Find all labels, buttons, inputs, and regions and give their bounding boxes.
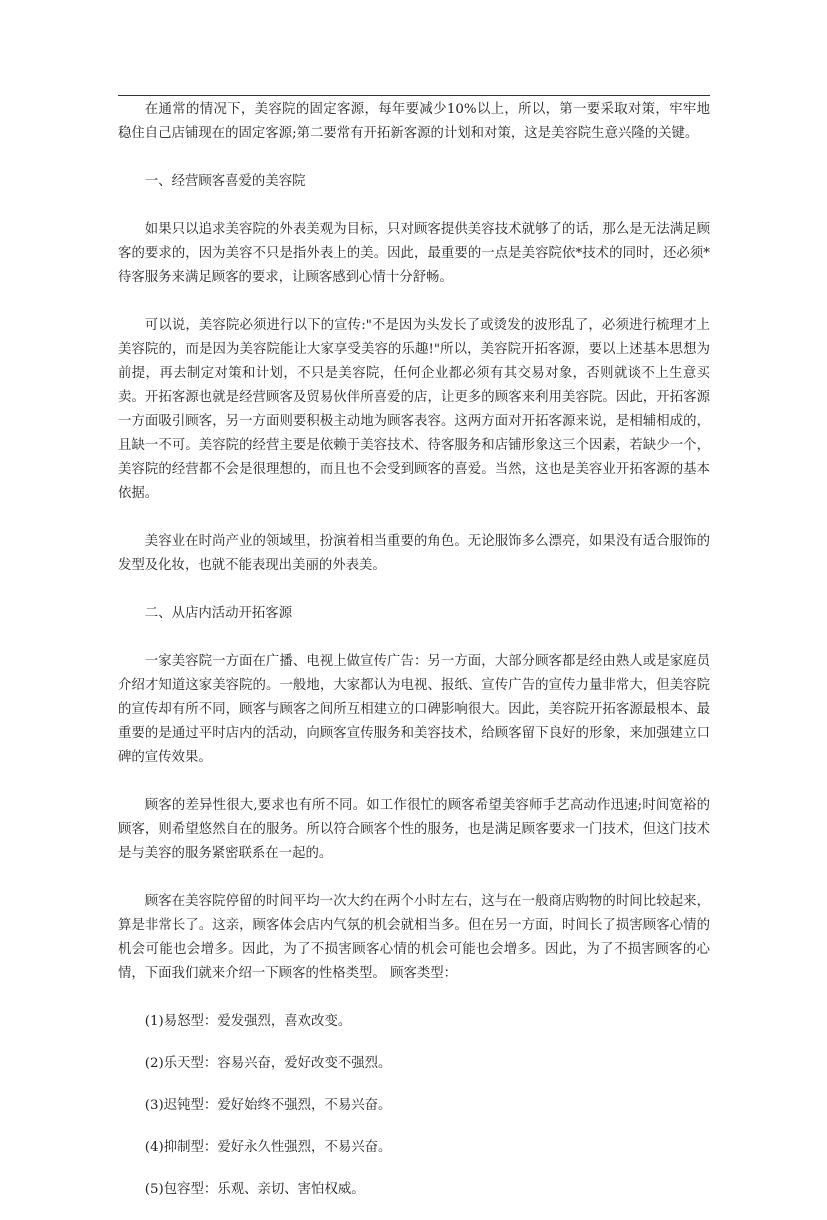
paragraph: 一家美容院一方面在广播、电视上做宣传广告：另一方面，大部分顾客都是经由熟人或是家庭员介绍才知道这家美容院的。一般地，大家都认为电视、报纸、宣传广告的宣传力量非常大，但美容院的宣传却有所不同，顾客与顾客之间所互相建立的口碑影响很大。因此，美容院开拓客源最根本、最重要的是通过平时店内的活动，向顾客宣传服务和美容技术，给顾客留下良好的形象，来加强建立口碑的宣传效果。 — [118, 654, 710, 765]
customer-type-item: (4)抑制型：爱好永久性强烈，不易兴奋。 — [144, 1140, 392, 1155]
paragraph: 顾客的差异性很大,要求也有所不同。如工作很忙的顾客希望美容师手艺高动作迅速;时间宽裕的顾客，则希望悠然自在的服务。所以符合顾客个性的服务，也是满足顾客要求一门技术，但这门技术是与美容的服务紧密联系在一起的。 — [118, 798, 710, 861]
header-rule — [118, 95, 710, 96]
section-heading-2: 二、从店内活动开拓客源 — [144, 606, 293, 621]
customer-type-item: (2)乐天型：容易兴奋，爱好改变不强烈。 — [144, 1056, 392, 1071]
customer-type-item: (5)包容型：乐观、亲切、害怕权威。 — [144, 1182, 365, 1197]
paragraph: 可以说，美容院必须进行以下的宣传:"不是因为头发长了或烫发的波形乱了，必须进行梳理才上美容院的，而是因为美容院能让大家享受美容的乐趣!"所以，美容院开拓客源，要以上述基本思想为前提，再去制定对策和计划，不只是美容院，任何企业都必须有其交易对象，否则就谈不上生意买卖。开拓客源也就是经营顾客及贸易伙伴所喜爱的店，让更多的顾客来利用美容院。因此，开拓客源一方面吸引顾客，另一方面则要积极主动地为顾客表容。这两方面对开拓客源来说，是相辅相成的，且缺一不可。美容院的经营主要是依赖于美容技术、待客服务和店铺形象这三个因素，若缺少一个，美容院的经营都不会是很理想的，而且也不会受到顾客的喜爱。当然，这也是美容业开拓客源的基本依据。 — [118, 318, 710, 501]
paragraph: 顾客在美容院停留的时间平均一次大约在两个小时左右，这与在一般商店购物的时间比较起来，算是非常长了。这亲，顾客体会店内气氛的机会就相当多。但在另一方面，时间长了损害顾客心情的机会可能也会增多。因此，为了不损害顾客心情的机会可能也会增多。因此，为了不损害顾客的心情，下面我们就来介绍一下顾客的性格类型。 顾客类型： — [118, 894, 710, 981]
customer-type-item: (1)易怒型：爱发强烈，喜欢改变。 — [144, 1014, 352, 1029]
customer-type-item: (3)迟钝型：爱好始终不强烈，不易兴奋。 — [144, 1098, 392, 1113]
paragraph: 如果只以追求美容院的外表美观为目标，只对顾客提供美容技术就够了的话，那么是无法满足顾客的要求的，因为美容不只是指外表上的美。因此，最重要的一点是美容院依*技术的同时，还必须*待客服务来满足顾客的要求，让顾客感到心情十分舒畅。 — [118, 222, 710, 285]
document-body — [118, 98, 710, 1220]
section-heading-1: 一、经营顾客喜爱的美容院 — [144, 174, 306, 189]
intro-paragraph: 在通常的情况下，美容院的固定客源，每年要减少10%以上，所以，第一要采取对策，牢牢地稳住自己店铺现在的固定客源;第二要常有开拓新客源的计划和对策，这是美容院生意兴隆的关键。 — [118, 102, 710, 141]
paragraph: 美容业在时尚产业的领域里，扮演着相当重要的角色。无论服饰多么漂亮，如果没有适合服饰的发型及化妆，也就不能表现出美丽的外表美。 — [118, 534, 710, 573]
